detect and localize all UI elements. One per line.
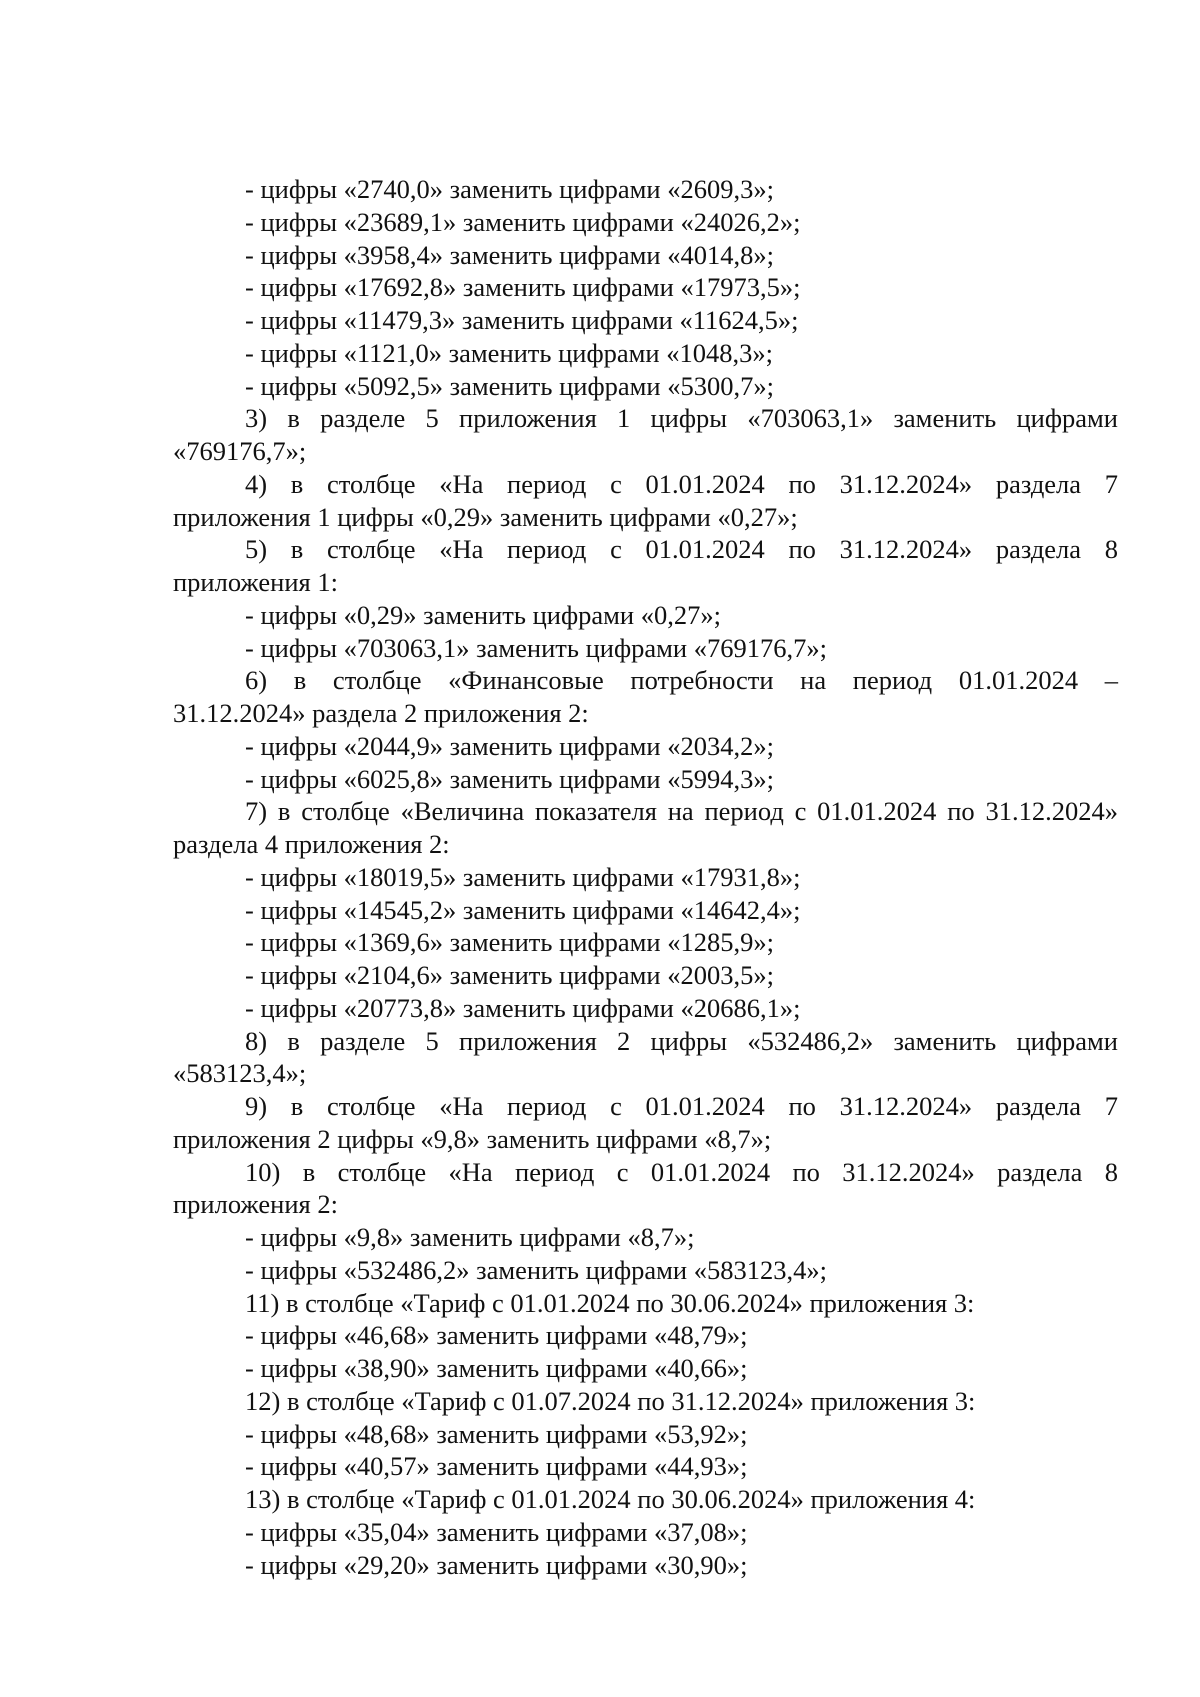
document-line: - цифры «40,57» заменить цифрами «44,93»; <box>245 1451 748 1482</box>
document-line: - цифры «532486,2» заменить цифрами «583123,4»; <box>245 1254 827 1285</box>
document-page <box>173 173 1118 1581</box>
document-line: 3) в разделе 5 приложения 1 цифры «703063,1» заменить цифрами <box>245 403 1118 434</box>
document-line: - цифры «6025,8» заменить цифрами «5994,3»; <box>245 763 774 794</box>
document-line: 13) в столбце «Тариф с 01.01.2024 по 30.06.2024» приложения 4: <box>245 1484 976 1514</box>
document-line: - цифры «29,20» заменить цифрами «30,90»; <box>245 1549 748 1580</box>
document-line: 9) в столбце «На период с 01.01.2024 по 31.12.2024» раздела 7 <box>245 1091 1118 1121</box>
document-line: - цифры «1121,0» заменить цифрами «1048,3»; <box>245 337 773 368</box>
document-line: 31.12.2024» раздела 2 приложения 2: <box>173 698 589 728</box>
document-line: - цифры «703063,1» заменить цифрами «769176,7»; <box>245 632 827 663</box>
document-line: - цифры «48,68» заменить цифрами «53,92»; <box>245 1418 748 1449</box>
document-line: - цифры «20773,8» заменить цифрами «20686,1»; <box>245 992 801 1023</box>
document-line: 4) в столбце «На период с 01.01.2024 по 31.12.2024» раздела 7 <box>245 468 1118 499</box>
document-line: - цифры «38,90» заменить цифрами «40,66»; <box>245 1353 748 1383</box>
document-line: раздела 4 приложения 2: <box>173 829 450 859</box>
document-line: - цифры «23689,1» заменить цифрами «24026,2»; <box>245 206 801 237</box>
document-line: приложения 1 цифры «0,29» заменить цифрами «0,27»; <box>173 501 798 532</box>
document-line: 11) в столбце «Тариф с 01.01.2024 по 30.06.2024» приложения 3: <box>245 1287 975 1318</box>
document-line: 8) в разделе 5 приложения 2 цифры «532486,2» заменить цифрами <box>245 1025 1118 1056</box>
document-line: 7) в столбце «Величина показателя на период с 01.01.2024 по 31.12.2024» <box>245 796 1118 827</box>
document-line: «583123,4»; <box>173 1058 307 1089</box>
document-line: - цифры «5092,5» заменить цифрами «5300,7»; <box>245 370 774 401</box>
document-line: «769176,7»; <box>173 436 307 466</box>
document-line: - цифры «18019,5» заменить цифрами «17931,8»; <box>245 861 801 892</box>
document-line: - цифры «46,68» заменить цифрами «48,79»; <box>245 1320 748 1351</box>
document-line: - цифры «3958,4» заменить цифрами «4014,8»; <box>245 239 774 270</box>
document-line: - цифры «0,29» заменить цифрами «0,27»; <box>245 599 721 630</box>
document-line: - цифры «1369,6» заменить цифрами «1285,9»; <box>245 927 774 958</box>
document-line: приложения 1: <box>173 567 338 597</box>
document-line: 12) в столбце «Тариф с 01.07.2024 по 31.12.2024» приложения 3: <box>245 1385 976 1416</box>
document-line: 10) в столбце «На период с 01.01.2024 по 31.12.2024» раздела 8 <box>245 1156 1118 1187</box>
document-line: - цифры «2104,6» заменить цифрами «2003,5»; <box>245 960 774 990</box>
document-line: - цифры «14545,2» заменить цифрами «14642,4»; <box>245 894 801 925</box>
document-line: - цифры «2044,9» заменить цифрами «2034,2»; <box>245 730 774 761</box>
document-line: приложения 2 цифры «9,8» заменить цифрами «8,7»; <box>173 1123 772 1154</box>
document-line: - цифры «11479,3» заменить цифрами «11624,5»; <box>245 305 799 335</box>
document-line: 6) в столбце «Финансовые потребности на период 01.01.2024 – <box>245 665 1118 696</box>
document-line: - цифры «17692,8» заменить цифрами «17973,5»; <box>245 272 801 303</box>
document-line: - цифры «35,04» заменить цифрами «37,08»; <box>245 1516 748 1547</box>
document-line: приложения 2: <box>173 1189 338 1220</box>
document-line: - цифры «2740,0» заменить цифрами «2609,3»; <box>245 174 774 204</box>
document-line: 5) в столбце «На период с 01.01.2024 по 31.12.2024» раздела 8 <box>245 534 1118 565</box>
document-line: - цифры «9,8» заменить цифрами «8,7»; <box>245 1222 695 1252</box>
